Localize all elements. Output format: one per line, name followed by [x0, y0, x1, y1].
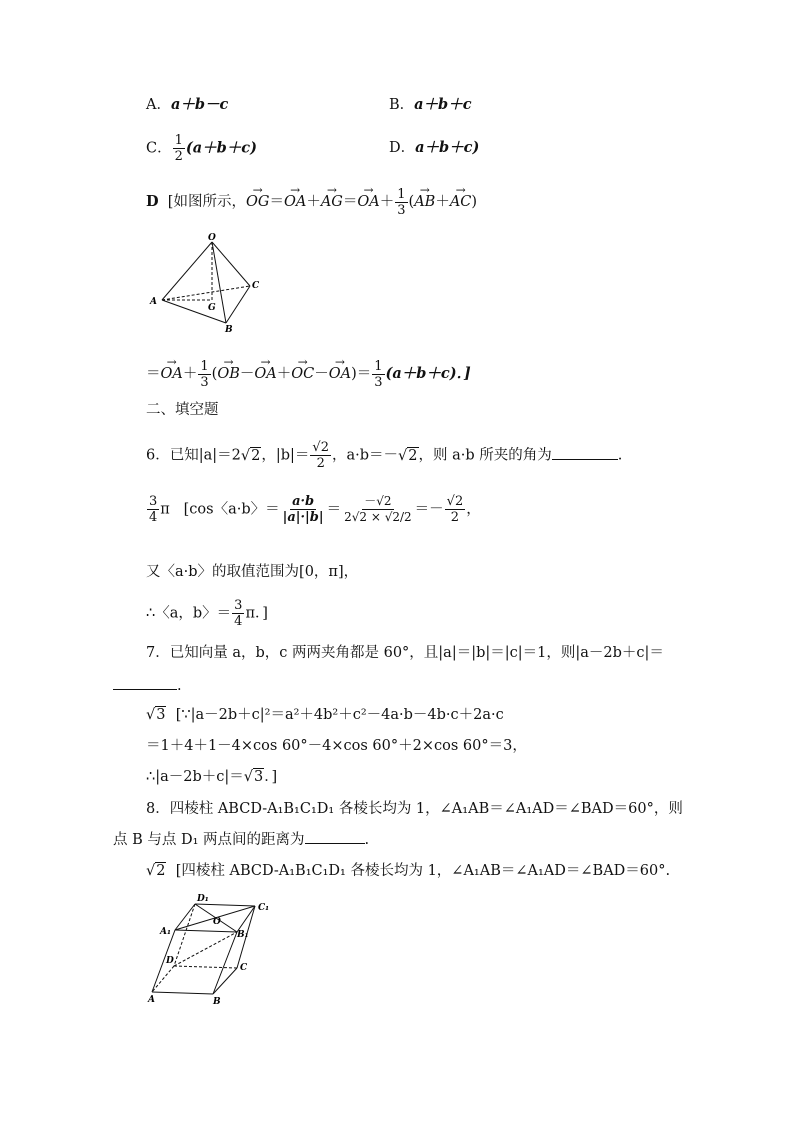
a6-main-fraction: $\frac{a\cdot b}{|a|\cdot|b|}$ [282, 494, 324, 525]
option-b-expr: a＋b＋c [414, 96, 472, 113]
a8-answer: √2 [146, 863, 166, 879]
a6-line3: ∴〈a，b〉＝ $\frac{3}{4}$ π．] [146, 598, 268, 629]
a7-line3: ∴|a－2b＋c|＝√3．] [146, 769, 278, 785]
question-7: 7．已知向量 a，b，c 两两夹角都是 60°，且|a|＝|b|＝|c|＝1，则|a－2b＋c|＝ [146, 645, 664, 661]
label-a: A [148, 995, 155, 1005]
a7-line3-suffix: ．] [264, 769, 278, 785]
answer-5-cont: ＝→ OA＋ $\frac{1}{3}$ (→ OB－→ OA＋→ OC－→ OA)＝ $\frac{1}{3}$ (a＋b＋c)．] [146, 358, 471, 390]
q6-blank [552, 459, 618, 460]
answer-5-cont-third: $\frac{1}{3}$ [200, 358, 209, 390]
option-b-label: B． [389, 97, 415, 113]
a6-cos-text: [cos〈a·b〉＝ [183, 501, 280, 518]
option-b [389, 95, 472, 115]
option-c-expr: (a＋b＋c) [185, 139, 257, 157]
option-a-label: A． [146, 97, 171, 113]
q6-suffix: ，则 a·b 所夹的角为 [418, 447, 552, 464]
option-c-fraction: $\frac{1}{2}$ [174, 133, 183, 164]
a7-line2: ＝1＋4＋1－4×cos 60°－4×cos 60°＋2×cos 60°＝3， [146, 738, 527, 754]
q6-ab: ，a·b＝－ [331, 447, 399, 464]
option-d [389, 138, 479, 158]
prism-figure [140, 890, 290, 1010]
answer-5-letter: D [146, 193, 159, 210]
q6-mid: ，|b|＝ [261, 447, 310, 464]
q8-blank [305, 843, 365, 844]
answer-6: $\frac{3}{4}$ π [cos〈a·b〉＝ $\frac{a\cdot b}{|a|\cdot|b|}$ ＝ $\frac{-√2}{2√2 \times √2/2}$ ＝－ $\frac{√2}{2}$ ， [149, 494, 481, 525]
a6-line3-suffix: π．] [245, 605, 268, 622]
q7-blank-line: . [113, 676, 182, 696]
a6-line2: 又〈a·b〉的取值范围为[0，π]， [146, 564, 359, 580]
option-c-label: C． [146, 140, 172, 157]
tetrahedron-figure [140, 228, 270, 338]
q7-blank [113, 689, 177, 690]
a6-pi: π [160, 501, 170, 518]
a6-line3-prefix: ∴〈a，b〉＝ [146, 605, 232, 622]
label-o: O [213, 917, 221, 927]
label-g: G [208, 303, 216, 313]
question-6: 6．已知|a|＝2√2，|b|＝ $\frac{√2}{2}$ ，a·b＝－√2，则 a·b 所夹的角为 . [146, 440, 623, 471]
label-d1: D₁ [197, 894, 209, 904]
answer-7 [146, 705, 504, 725]
label-d: D [166, 956, 174, 966]
label-b: B [213, 997, 221, 1007]
label-c: C [240, 963, 248, 973]
section-title: 二、填空题 [146, 402, 219, 418]
a6-answer-fraction: $\frac{3}{4}$ [149, 494, 158, 525]
label-a: A [150, 297, 157, 307]
answer-5: D [如图所示，→ OG＝→ OA＋→ AG＝→ OA＋ $\frac{1}{3}$ (→ AB＋→ AC) [146, 186, 477, 218]
label-b1: B₁ [237, 930, 249, 940]
answer-5-result: (a＋b＋c)．] [385, 365, 471, 382]
answer-8 [146, 861, 670, 881]
a8-text: [四棱柱 ABCD-A₁B₁C₁D₁ 各棱长均为 1，∠A₁AB＝∠A₁AD＝∠BAD＝60°. [175, 863, 671, 879]
answer-5-cont-third-2: $\frac{1}{3}$ [374, 358, 383, 390]
option-c [146, 133, 257, 164]
a7-answer: √3 [146, 707, 166, 723]
question-8-line1: 8．四棱柱 ABCD-A₁B₁C₁D₁ 各棱长均为 1，∠A₁AB＝∠A₁AD＝∠BAD＝60°，则 [146, 801, 683, 817]
question-8-line2: 点 B 与点 D₁ 两点间的距离为 . [113, 832, 370, 848]
a6-second-fraction: $\frac{-√2}{2√2 \times √2/2}$ [344, 494, 412, 524]
option-d-expr: a＋b＋c) [415, 139, 480, 156]
label-b: B [225, 325, 233, 335]
option-a [146, 95, 228, 115]
option-d-label: D． [389, 140, 416, 156]
answer-5-text: [如图所示， [167, 194, 246, 210]
label-a1: A₁ [160, 927, 171, 937]
label-o: O [208, 233, 216, 243]
a7-line3-prefix: ∴|a－2b＋c|＝ [146, 769, 244, 785]
a7-line1: [∵|a－2b＋c|²＝a²＋4b²＋c²－4a·b－4b·c＋2a·c [175, 707, 504, 723]
q6-prefix: 6．已知|a|＝2 [146, 447, 241, 464]
option-a-expr: a＋b－c [170, 96, 229, 113]
label-c1: C₁ [258, 903, 270, 913]
q8-text: 点 B 与点 D₁ 两点间的距离为 [113, 832, 305, 848]
answer-5-third: $\frac{1}{3}$ [397, 186, 406, 218]
label-c: C [252, 281, 260, 291]
